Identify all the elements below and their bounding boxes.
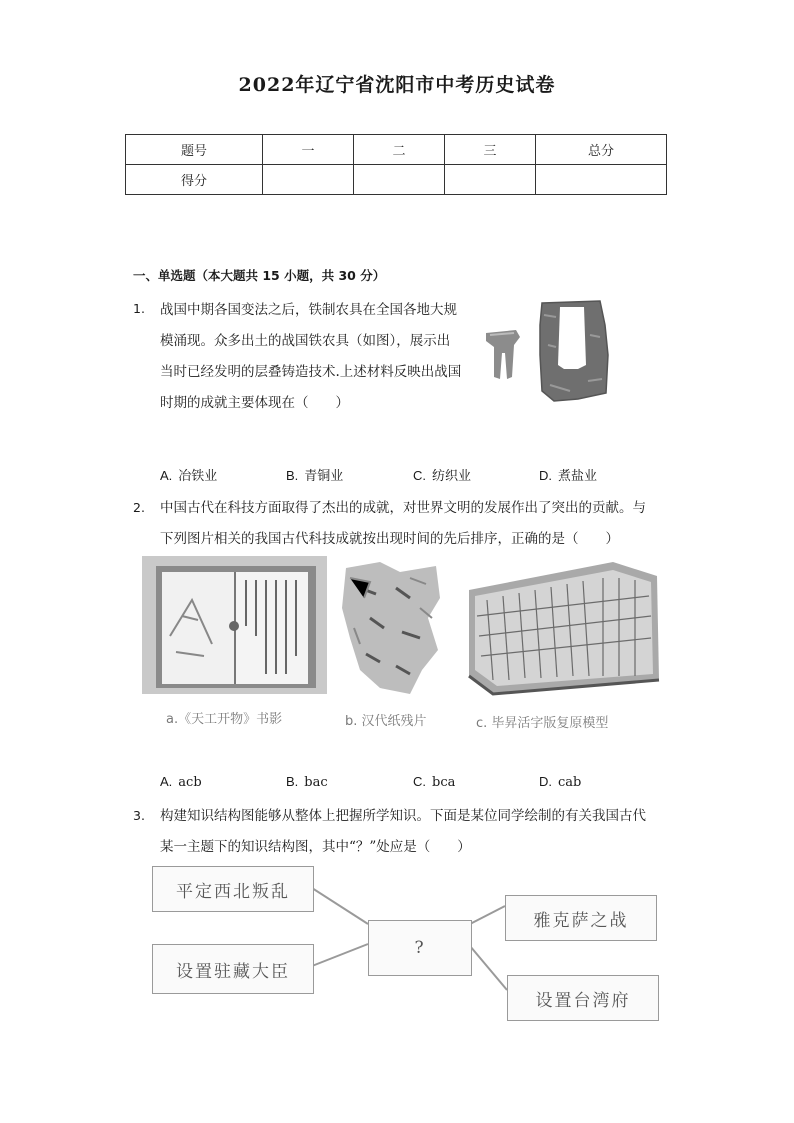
score-header-cell: 一 [263, 135, 354, 165]
han-paper-fragment-photo [340, 558, 445, 698]
option-c[interactable] [413, 465, 471, 484]
option-text: 纺织业 [432, 469, 472, 484]
option-b[interactable] [286, 465, 343, 484]
exam-title: 2022年辽宁省沈阳市中考历史试卷 [238, 74, 556, 96]
option-b[interactable] [286, 774, 328, 790]
diagram-box-left-top: 平定西北叛乱 [152, 866, 314, 912]
section-heading: 一、单选题（本大题共 15 小题，共 30 分） [133, 268, 386, 283]
option-text: 冶铁业 [178, 469, 218, 484]
option-label: A. [160, 774, 173, 789]
option-text: acb [178, 775, 202, 790]
score-cell [263, 165, 354, 195]
option-label: B. [286, 774, 299, 789]
score-header-cell: 二 [354, 135, 445, 165]
question-number: 1. [133, 301, 145, 316]
score-header-cell: 总分 [536, 135, 667, 165]
score-header-cell: 题号 [126, 135, 263, 165]
option-label: D. [539, 468, 552, 483]
question-text-line: 构建知识结构图能够从整体上把握所学知识。下面是某位同学绘制的有关我国古代 [160, 808, 646, 824]
option-text: 煮盐业 [558, 469, 598, 484]
diagram-box-right-top: 雅克萨之战 [505, 895, 657, 941]
question-text-line: 某一主题下的知识结构图，其中“？”处应是（ ） [160, 839, 471, 855]
option-text: cab [558, 775, 582, 790]
question-text-line: 战国中期各国变法之后，铁制农具在全国各地大规 [160, 302, 457, 318]
option-text: 青铜业 [304, 469, 344, 484]
option-text: bca [432, 775, 456, 790]
score-table [125, 134, 667, 195]
option-a[interactable] [160, 774, 202, 790]
question-number: 3. [133, 808, 145, 823]
movable-type-model-photo [463, 556, 661, 696]
option-label: D. [539, 774, 552, 789]
image-caption: a.《天工开物》书影 [166, 712, 283, 727]
option-d[interactable] [539, 465, 597, 484]
option-d[interactable] [539, 774, 581, 790]
score-table-header-row [126, 135, 667, 165]
diagram-box-left-bottom: 设置驻藏大臣 [152, 944, 314, 994]
score-cell [536, 165, 667, 195]
iron-hoe-icon [486, 330, 520, 379]
iron-tools-photo [480, 295, 650, 410]
question-text-line: 中国古代在科技方面取得了杰出的成就，对世界文明的发展作出了突出的贡献。与 [160, 500, 646, 516]
score-table-score-row [126, 165, 667, 195]
question-number: 2. [133, 500, 145, 515]
option-label: B. [286, 468, 299, 483]
option-a[interactable] [160, 465, 217, 484]
diagram-box-center-unknown: ? [368, 920, 472, 976]
image-caption: c. 毕昇活字版复原模型 [476, 716, 609, 731]
option-text: bac [304, 775, 328, 790]
score-row-label: 得分 [126, 165, 263, 195]
question-text-line: 下列图片相关的我国古代科技成就按出现时间的先后排序，正确的是（ ） [160, 531, 619, 547]
score-cell [354, 165, 445, 195]
option-label: A. [160, 468, 173, 483]
score-cell [445, 165, 536, 195]
option-label: C. [413, 468, 426, 483]
tiangong-kaiwu-photo [142, 556, 327, 694]
question-text-line: 模涌现。众多出土的战国铁农具（如图），展示出 [160, 333, 451, 349]
option-label: C. [413, 774, 426, 789]
option-c[interactable] [413, 774, 455, 790]
score-header-cell: 三 [445, 135, 536, 165]
question-text-line: 时期的成就主要体现在（ ） [160, 395, 349, 411]
question-text-line: 当时已经发明的层叠铸造技术.上述材料反映出战国 [160, 364, 462, 380]
iron-spade-icon [540, 301, 608, 401]
diagram-box-right-bottom: 设置台湾府 [507, 975, 659, 1021]
image-caption: b. 汉代纸残片 [345, 714, 427, 729]
